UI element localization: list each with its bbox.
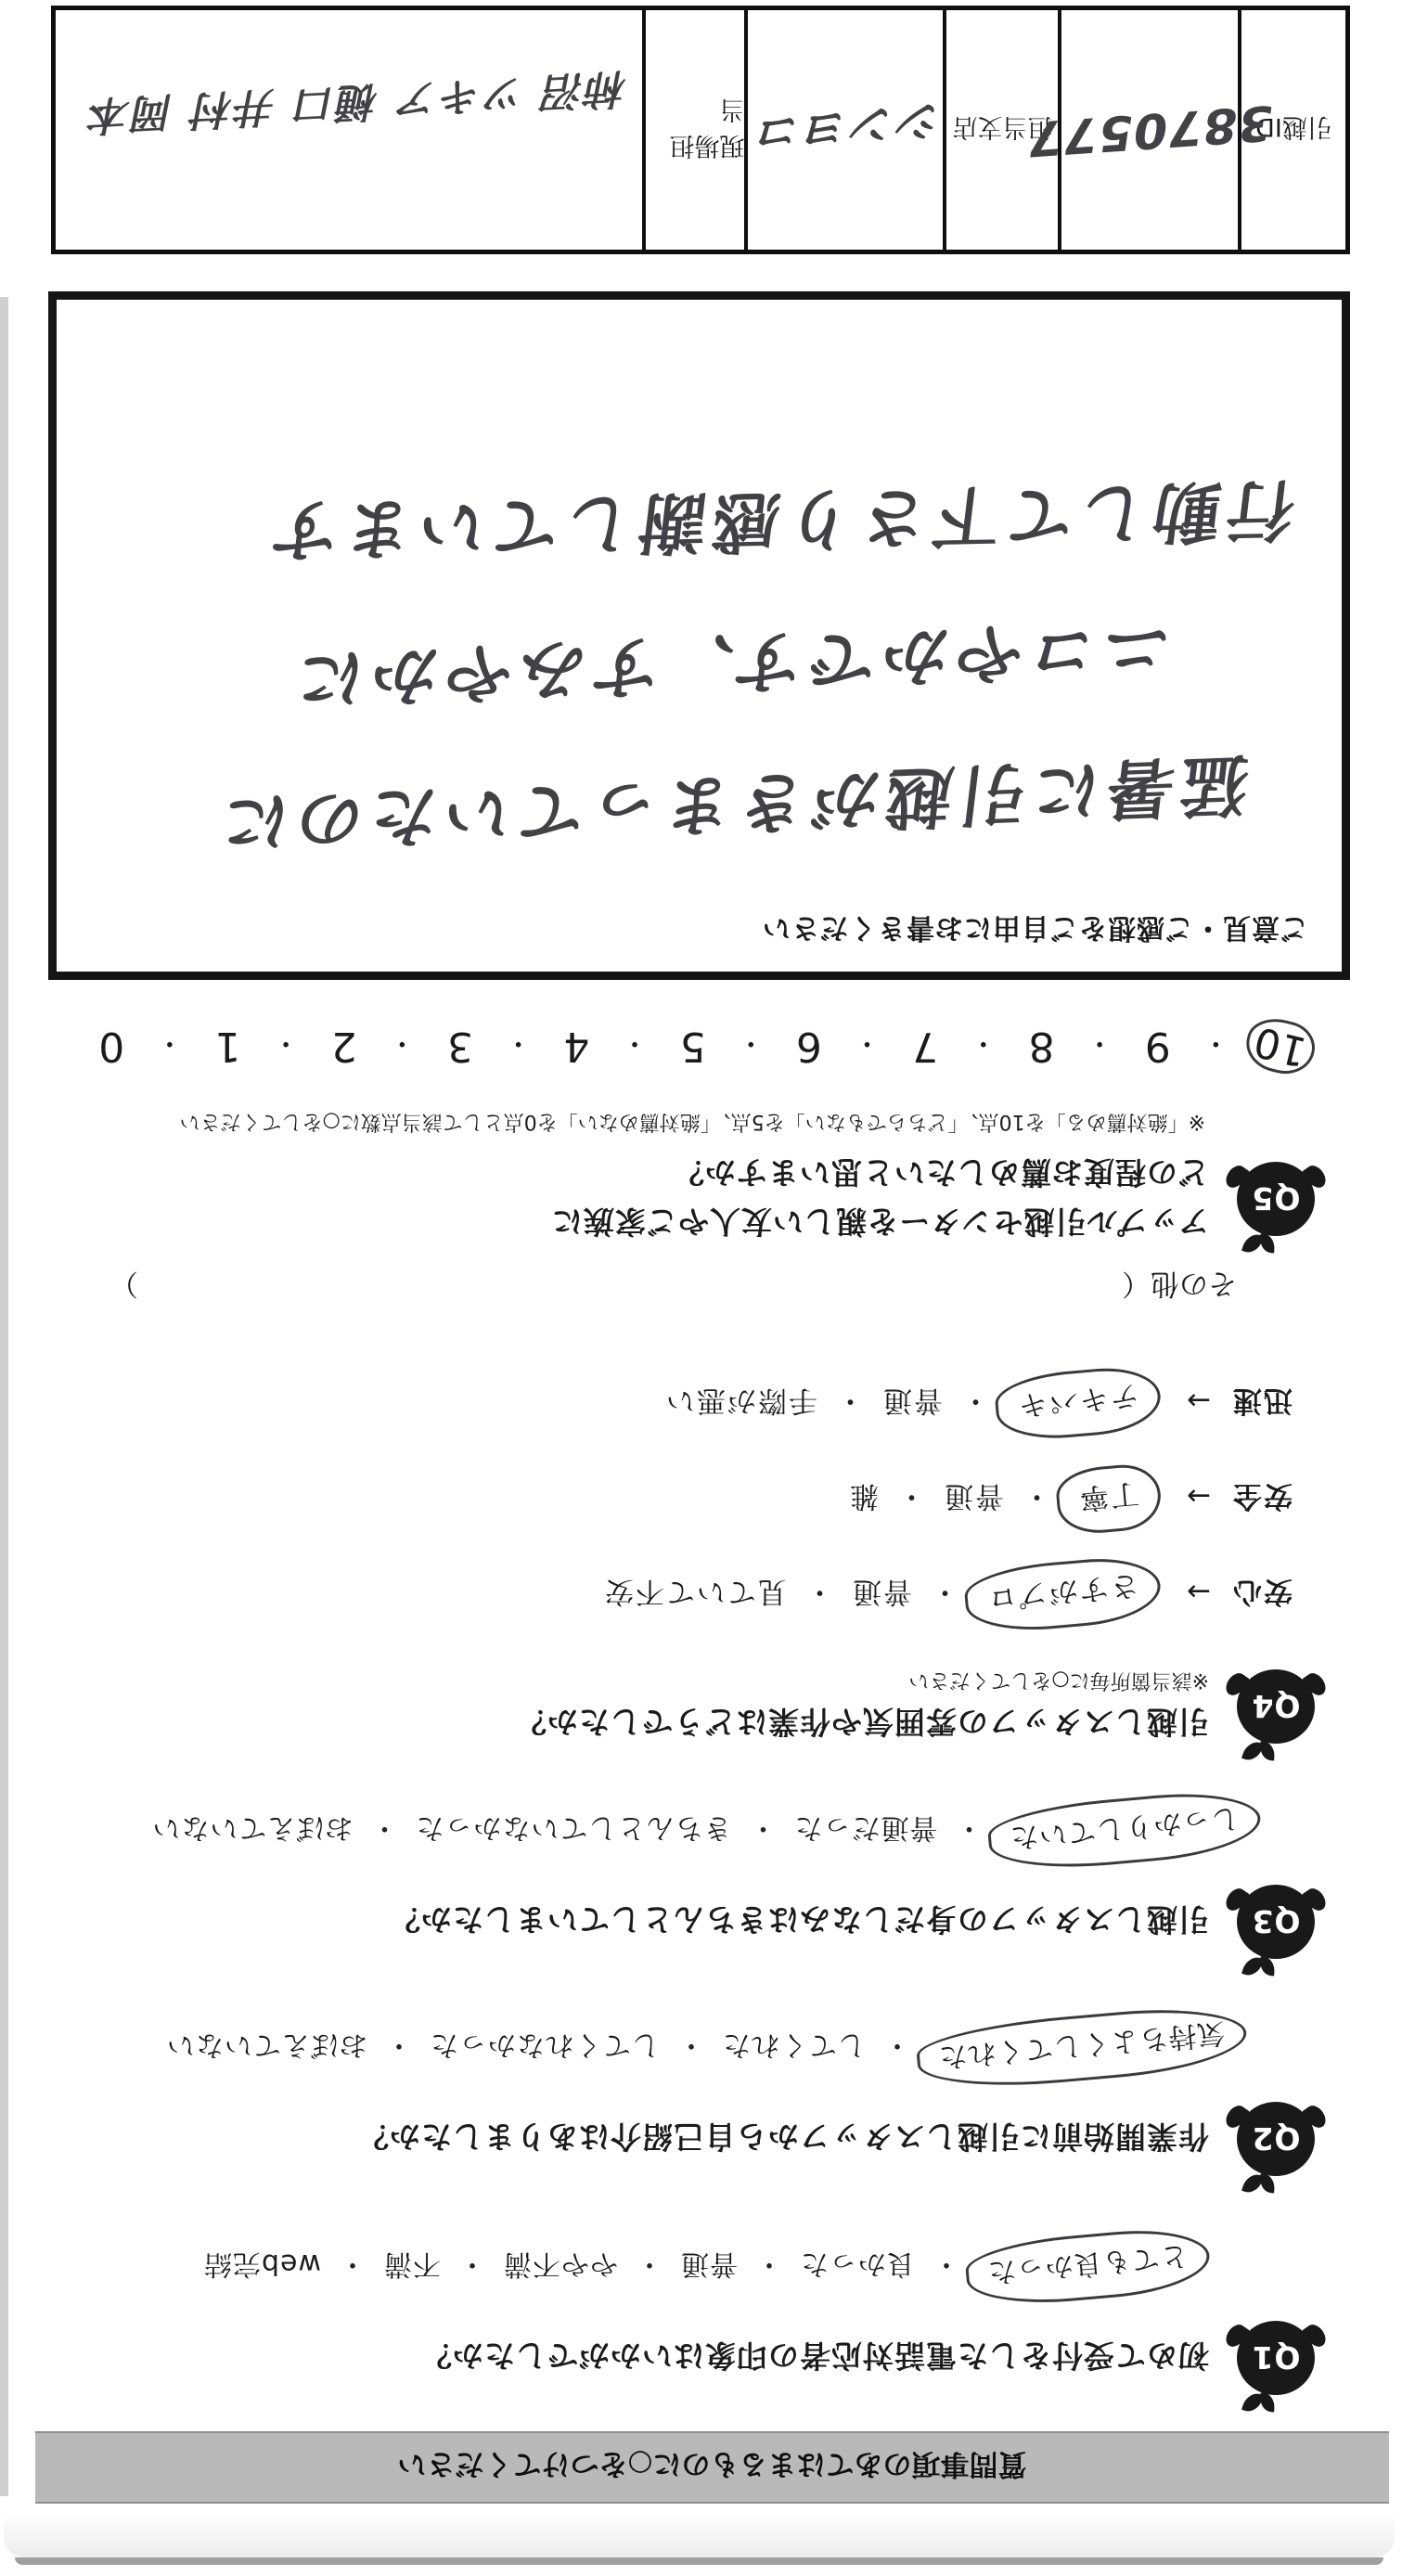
handwritten-line: 猛暑に引越がきまっていたのに [211,745,1253,863]
q3-option: 普通だった [793,1811,938,1844]
option-separator: ・ [338,2248,367,2280]
q1-option: 不満 [383,2248,442,2280]
q4-row1-selected: さすがプロ [962,1553,1163,1636]
footer-table [52,6,1351,254]
q1-option: やや不満 [503,2248,619,2280]
comment-box [48,291,1350,980]
q1-header [37,2318,1320,2398]
q2-option: してくれなかった [430,2029,660,2061]
q2-header [37,2099,1320,2179]
q3-options [0,1801,1402,1854]
paren-close: ） [109,1267,138,1300]
option-separator: ・ [635,2248,664,2280]
scale-value: 6 [795,1023,822,1070]
paren-open: （ [1122,1267,1151,1300]
q4-other-label: その他 [1151,1267,1237,1300]
q5-header [37,1153,1320,1245]
option-separator: ・ [384,2029,413,2061]
q2-option: おぼえていない [166,2029,367,2061]
scale-separator: ・ [737,1026,765,1060]
handwritten-line: 行動して下さり感謝しています [260,470,1299,571]
scale-value: 9 [1144,1023,1171,1070]
sprout-icon [1241,2390,1264,2415]
option-separator: ・ [369,1811,399,1844]
site-staff-value [57,10,647,250]
scale-value: 1 [214,1023,241,1070]
q4-row3-option: 普通 [881,1384,944,1417]
q3-option-selected: しっかりしていた [986,1786,1264,1874]
scan-edge-shadow [0,297,8,2496]
comment-box-label: ご意見・ご感想をご自由にお書きください [762,911,1308,944]
sprout-icon [1241,2171,1264,2196]
nps-scale [93,1016,1312,1076]
scale-separator: ・ [969,1026,997,1060]
scale-separator: ・ [155,1026,184,1060]
q1-option: 良かった [800,2248,916,2280]
q4-row3-option: 手際が悪い [664,1384,818,1417]
q5-note: ※「絶対薦める」を10点、「どちらでもない」を5点、「絶対薦めない」を0点として該当点数に○をしてください [179,1110,1205,1133]
q4-row-anshin [37,1567,1293,1618]
scan-bottom-shadow [15,2557,1383,2565]
option-separator: ・ [929,1575,960,1608]
scale-value: 5 [679,1023,706,1070]
option-separator: ・ [954,1811,984,1844]
q4-row1-option: 見ていて不安 [603,1575,788,1608]
branch-value [749,10,947,250]
scale-separator: ・ [388,1026,417,1060]
scale-value: 3 [447,1023,474,1070]
q1-question: 初めて受付をした電話対応者の印象はいかがでしたか？ [420,2338,1209,2375]
arrow-right-icon: → [1185,1479,1211,1513]
q4-row-anzen [37,1475,1293,1523]
arrow-right-icon: → [1185,1384,1211,1417]
option-separator: ・ [834,1384,866,1417]
q2-badge-label: Q2 [1237,2102,1315,2176]
q4-rows [37,1380,1293,1618]
sprout-icon [1241,1739,1264,1763]
q3-badge-label: Q3 [1237,1885,1315,1959]
q3-header [37,1882,1320,1962]
move-id-value [1023,10,1277,250]
q4-row-jinsoku [37,1380,1293,1427]
option-separator: ・ [959,1384,991,1417]
site-staff-label: 現場担当 [647,10,749,250]
scale-value: 0 [98,1023,125,1070]
move-id-label: 引越ID [1255,112,1332,142]
option-separator: ・ [748,1811,778,1844]
option-separator: ・ [804,1575,835,1608]
arrow-right-icon: → [1185,1575,1211,1608]
option-separator: ・ [676,2029,705,2061]
option-separator: ・ [754,2248,784,2280]
q1-option: web完結 [202,2248,322,2280]
q1-option: 普通 [680,2248,739,2280]
scale-separator: ・ [1202,1026,1230,1060]
handwritten-line: ニコやかです、すみやかに [286,608,1175,720]
q2-badge-mascot-icon [1231,2099,1320,2179]
q2-options [0,2016,1402,2074]
scale-value-selected: 10 [1241,1012,1320,1080]
sprout-icon [1241,1231,1264,1256]
instruction-bar [35,2431,1389,2504]
q4-badge-mascot-icon [1231,1667,1320,1746]
option-separator: ・ [457,2248,487,2280]
handwritten-branch: シンヨコ [749,93,944,160]
scale-separator: ・ [272,1026,301,1060]
option-separator: ・ [882,2029,911,2061]
scale-separator: ・ [620,1026,649,1060]
handwritten-comment [90,467,1308,863]
q1-badge-label: Q1 [1237,2321,1315,2395]
q4-row3-selected: テキパキ [993,1363,1164,1443]
q4-row-label: 安全 [1231,1479,1293,1513]
instruction-text: 質問事項のあてはまるものに○をつけてください [397,2447,1027,2481]
q4-row2-option: 普通 [943,1479,1005,1513]
sprout-icon [1241,1954,1264,1978]
q2-option-selected: 気持ちよくしてくれた [915,2002,1250,2095]
q5-question-line2: どの程度お薦めしたいと思いますか？ [673,1154,1209,1191]
q1-option-selected: とても良かった [963,2224,1212,2311]
q4-row-label: 安心 [1231,1575,1293,1608]
q1-options [0,2238,1402,2290]
q4-row1-option: 普通 [851,1575,913,1608]
scale-separator: ・ [504,1026,533,1060]
q1-badge-mascot-icon [1231,2318,1320,2398]
q3-question: 引越しスタッフの身だしなみはきちんとしていましたか？ [389,1901,1209,1938]
handwritten-move-id: 3870577 [1023,93,1277,167]
q4-row-label: 迅速 [1231,1384,1293,1417]
q2-question: 作業開始前に引越しスタッフから自己紹介はありましたか？ [357,2119,1209,2156]
q3-badge-mascot-icon [1231,1882,1320,1962]
q4-other-row [37,1266,1237,1307]
handwritten-staff-names: 柿沼 ツキア 樋口 井村 岡本 [80,64,630,140]
scale-value: 2 [330,1023,357,1070]
option-separator: ・ [1021,1479,1052,1513]
option-separator: ・ [895,1479,927,1513]
q4-row2-selected: 丁寧 [1054,1462,1164,1536]
q2-option: してくれた [722,2029,866,2061]
option-separator: ・ [932,2248,961,2280]
branch-label: 担当支店 [947,10,1062,250]
scan-bottom-fade [4,2513,1395,2557]
q3-option: おぼえていない [151,1811,354,1844]
q4-row2-option: 雑 [848,1479,880,1513]
scale-value: 4 [563,1023,590,1070]
q3-option: きちんとしていなかった [415,1811,732,1844]
q4-note: ※該当箇所毎に○をしてください [908,1668,1209,1692]
q4-badge-label: Q4 [1237,1669,1315,1744]
q5-question-line1: アップル引越センターを親しい友人やご家族に [550,1204,1209,1240]
scale-separator: ・ [853,1026,881,1060]
q5-badge-label: Q5 [1237,1162,1315,1236]
q4-question: 引越しスタッフの雰囲気や作業はどうでしたか？ [515,1704,1209,1740]
q5-badge-mascot-icon [1231,1159,1320,1239]
q4-header [37,1667,1320,1746]
scale-separator: ・ [1086,1026,1114,1060]
scale-value: 7 [912,1023,939,1070]
scale-value: 8 [1028,1023,1055,1070]
